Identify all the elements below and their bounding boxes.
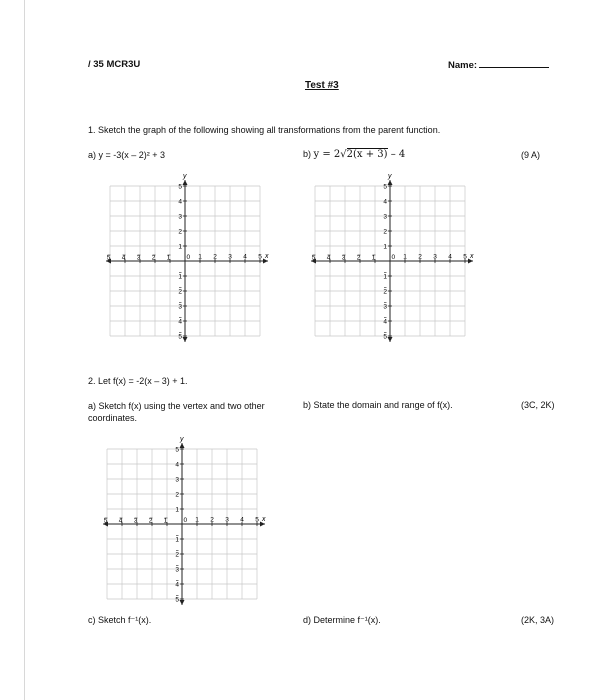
- y-tick-label-positive: 5: [383, 183, 387, 191]
- y-axis-arrow-down: [388, 337, 393, 342]
- question-1b: [303, 148, 405, 160]
- name-label: Name:: [448, 60, 478, 71]
- x-tick-label-negative: 2: [356, 254, 361, 262]
- y-tick-label-positive: 4: [178, 198, 182, 206]
- y-axis-arrow-down: [180, 600, 185, 605]
- origin-label: 0: [183, 517, 188, 524]
- x-tick-label-positive: 4: [243, 253, 247, 261]
- y-tick-label-negative: 5: [175, 596, 179, 604]
- question-1b-prefix: y = 2: [313, 149, 341, 160]
- y-tick-label-positive: 2: [178, 228, 182, 236]
- question-1b-equation: [314, 149, 406, 160]
- page-edge: [24, 0, 25, 700]
- y-tick-label-negative: 5: [178, 333, 182, 341]
- question-2ab-marks: (3C, 2K): [521, 400, 555, 410]
- name-field[interactable]: [448, 59, 549, 71]
- grid-1a-svg[interactable]: [100, 170, 275, 346]
- x-tick-label-negative: 1: [163, 517, 168, 525]
- y-axis-label: y: [180, 436, 184, 443]
- x-tick-label-negative: 5: [311, 254, 316, 262]
- y-tick-label-negative: 4: [383, 318, 387, 326]
- question-1a-equation: y = -3(x – 2)² + 3: [98, 150, 166, 160]
- x-tick-label-negative: 2: [151, 254, 156, 262]
- y-tick-label-positive: 1: [175, 506, 179, 514]
- y-tick-label-positive: 2: [383, 228, 387, 236]
- y-axis-arrow-up: [183, 180, 188, 185]
- question-1b-radicand: 2(x + 3): [346, 149, 388, 160]
- origin-label: 0: [186, 254, 191, 261]
- x-tick-label-negative: 3: [136, 254, 141, 262]
- y-axis-arrow-down: [183, 337, 188, 342]
- x-tick-label-positive: 4: [240, 516, 244, 524]
- grid-1a[interactable]: [100, 170, 275, 351]
- x-tick-label-negative: 4: [121, 254, 126, 262]
- y-tick-label-negative: 3: [383, 303, 387, 311]
- x-tick-label-positive: 5: [255, 516, 259, 524]
- question-2d: d) Determine f⁻¹(x).: [303, 615, 381, 625]
- question-1b-suffix: – 4: [387, 149, 406, 160]
- x-tick-label-positive: 2: [213, 253, 217, 261]
- x-tick-label-positive: 3: [225, 516, 229, 524]
- y-tick-label-negative: 4: [175, 581, 179, 589]
- grid-1b-svg[interactable]: [305, 170, 480, 346]
- y-tick-label-negative: 1: [178, 273, 182, 281]
- x-tick-label-negative: 1: [371, 254, 376, 262]
- question-1a-label: a): [88, 150, 97, 160]
- x-tick-label-positive: 2: [418, 253, 422, 261]
- name-blank-line[interactable]: [479, 59, 549, 68]
- x-axis-label: x: [262, 516, 266, 523]
- y-tick-label-positive: 5: [175, 446, 179, 454]
- y-axis-arrow-up: [388, 180, 393, 185]
- question-2c: c) Sketch f⁻¹(x).: [88, 615, 152, 625]
- grid-2a-svg[interactable]: [97, 433, 272, 609]
- y-tick-label-positive: 4: [383, 198, 387, 206]
- x-tick-label-positive: 4: [448, 253, 452, 261]
- x-tick-label-negative: 5: [106, 254, 111, 262]
- y-tick-label-positive: 3: [178, 213, 182, 221]
- question-2a: a) Sketch f(x) using the vertex and two other coordinates.: [88, 401, 265, 423]
- x-axis-label: x: [470, 253, 474, 260]
- x-tick-label-positive: 5: [258, 253, 262, 261]
- grid-1b[interactable]: [305, 170, 480, 351]
- x-tick-label-positive: 3: [433, 253, 437, 261]
- y-tick-label-positive: 3: [175, 476, 179, 484]
- x-tick-label-positive: 1: [198, 253, 202, 261]
- y-tick-label-negative: 2: [178, 288, 182, 296]
- y-tick-label-negative: 1: [175, 536, 179, 544]
- x-tick-label-positive: 1: [195, 516, 199, 524]
- y-tick-label-positive: 5: [178, 183, 182, 191]
- y-tick-label-negative: 2: [175, 551, 179, 559]
- y-tick-label-negative: 2: [383, 288, 387, 296]
- x-tick-label-positive: 3: [228, 253, 232, 261]
- x-tick-label-negative: 4: [118, 517, 123, 525]
- x-tick-label-positive: 5: [463, 253, 467, 261]
- question-1-marks: (9 A): [521, 150, 541, 160]
- x-tick-label-negative: 4: [326, 254, 331, 262]
- question-2-prompt: 2. Let f(x) = -2(x – 3) + 1.: [88, 376, 188, 386]
- origin-label: 0: [391, 254, 396, 261]
- x-tick-label-negative: 3: [133, 517, 138, 525]
- y-tick-label-positive: 2: [175, 491, 179, 499]
- y-tick-label-negative: 3: [178, 303, 182, 311]
- y-tick-label-positive: 1: [383, 243, 387, 251]
- y-axis-label: y: [388, 173, 392, 180]
- question-2cd-marks: (2K, 3A): [521, 615, 555, 625]
- x-tick-label-negative: 1: [166, 254, 171, 262]
- x-tick-label-negative: 2: [148, 517, 153, 525]
- y-tick-label-negative: 1: [383, 273, 387, 281]
- question-2b: b) State the domain and range of f(x).: [303, 400, 453, 410]
- y-tick-label-negative: 5: [383, 333, 387, 341]
- y-axis-label: y: [183, 173, 187, 180]
- course-score: / 35 MCR3U: [88, 59, 141, 70]
- x-tick-label-negative: 5: [103, 517, 108, 525]
- x-tick-label-positive: 2: [210, 516, 214, 524]
- question-1a: [88, 150, 165, 160]
- y-tick-label-negative: 3: [175, 566, 179, 574]
- x-tick-label-negative: 3: [341, 254, 346, 262]
- test-title: Test #3: [305, 80, 339, 91]
- y-tick-label-positive: 1: [178, 243, 182, 251]
- y-tick-label-positive: 4: [175, 461, 179, 469]
- sqrt-symbol: √2(x + 3): [340, 149, 388, 160]
- y-axis-arrow-up: [180, 443, 185, 448]
- y-tick-label-positive: 3: [383, 213, 387, 221]
- question-1-prompt: 1. Sketch the graph of the following showing all transformations from the parent function.: [88, 125, 441, 135]
- x-tick-label-positive: 1: [403, 253, 407, 261]
- question-1b-label: b): [303, 149, 312, 159]
- x-axis-label: x: [265, 253, 269, 260]
- y-tick-label-negative: 4: [178, 318, 182, 326]
- grid-2a[interactable]: [97, 433, 272, 614]
